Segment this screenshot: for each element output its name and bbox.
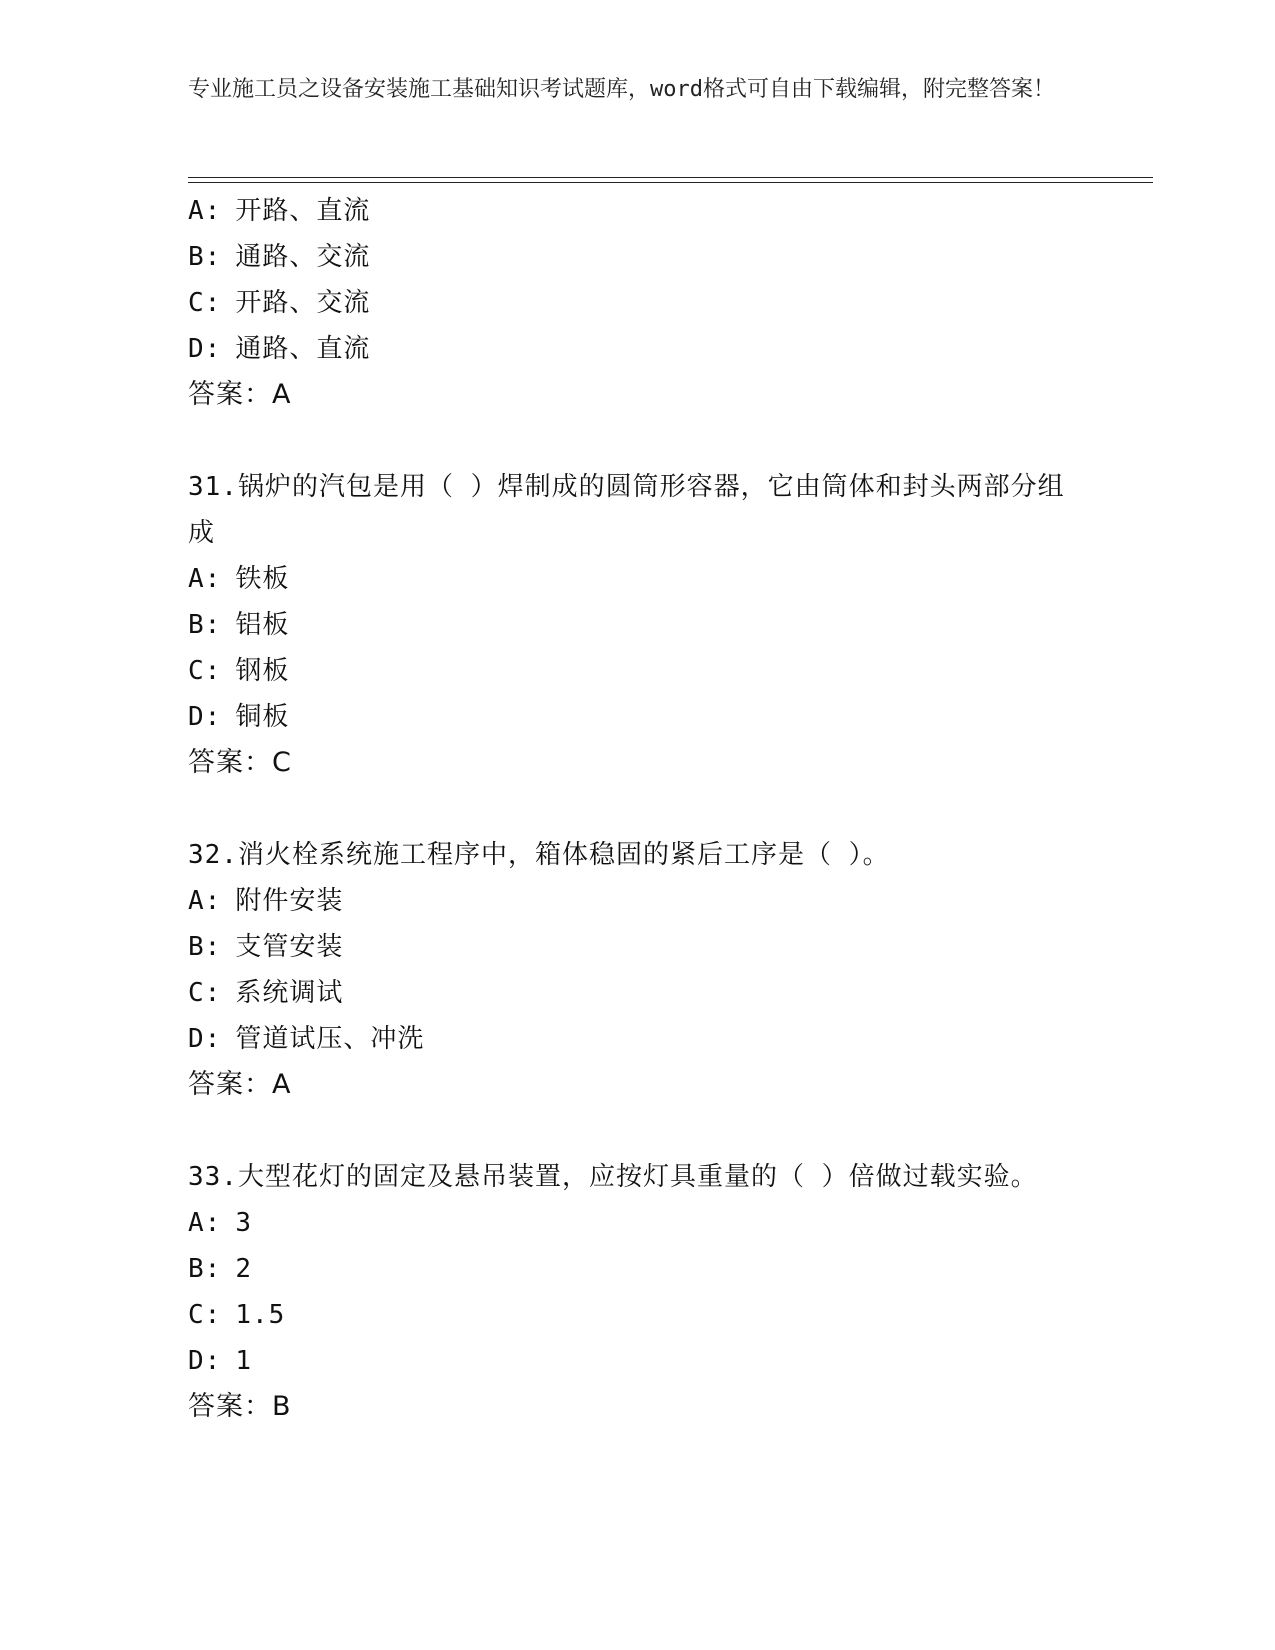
question-text: 33.大型花灯的固定及悬吊装置，应按灯具重量的（ ）倍做过载实验。 <box>188 1162 1038 1192</box>
option-c: C: 1.5 <box>188 1300 286 1330</box>
option-d: D: 铜板 <box>188 702 290 732</box>
question-block <box>188 464 1088 786</box>
question-block <box>188 832 1088 1108</box>
option-c: C: 开路、交流 <box>188 288 371 318</box>
answer: 答案：A <box>188 379 292 410</box>
question-block <box>188 1154 1088 1430</box>
option-c: C: 系统调试 <box>188 978 344 1008</box>
answer: 答案：A <box>188 1069 292 1100</box>
option-c: C: 钢板 <box>188 656 290 686</box>
option-d: D: 管道试压、冲洗 <box>188 1024 425 1054</box>
question-block <box>188 188 1088 418</box>
option-a: A: 附件安装 <box>188 886 344 916</box>
option-d: D: 通路、直流 <box>188 334 371 364</box>
option-a: A: 开路、直流 <box>188 196 371 226</box>
option-b: B: 支管安装 <box>188 932 344 962</box>
option-b: B: 铝板 <box>188 610 290 640</box>
option-a: A: 铁板 <box>188 564 290 594</box>
question-text: 31.锅炉的汽包是用（ ）焊制成的圆筒形容器，它由筒体和封头两部分组成 <box>188 472 1065 548</box>
option-d: D: 1 <box>188 1346 252 1376</box>
document-header: 专业施工员之设备安装施工基础知识考试题库，word格式可自由下载编辑，附完整答案！ <box>188 77 1055 102</box>
option-a: A: 3 <box>188 1208 252 1238</box>
question-text: 32.消火栓系统施工程序中，箱体稳固的紧后工序是（ ）。 <box>188 840 890 870</box>
header-divider-second <box>188 182 1153 183</box>
option-b: B: 通路、交流 <box>188 242 371 272</box>
option-b: B: 2 <box>188 1254 252 1284</box>
answer: 答案：B <box>188 1391 292 1422</box>
answer: 答案：C <box>188 747 292 778</box>
question-list <box>188 188 1088 1430</box>
header-divider <box>188 177 1153 178</box>
